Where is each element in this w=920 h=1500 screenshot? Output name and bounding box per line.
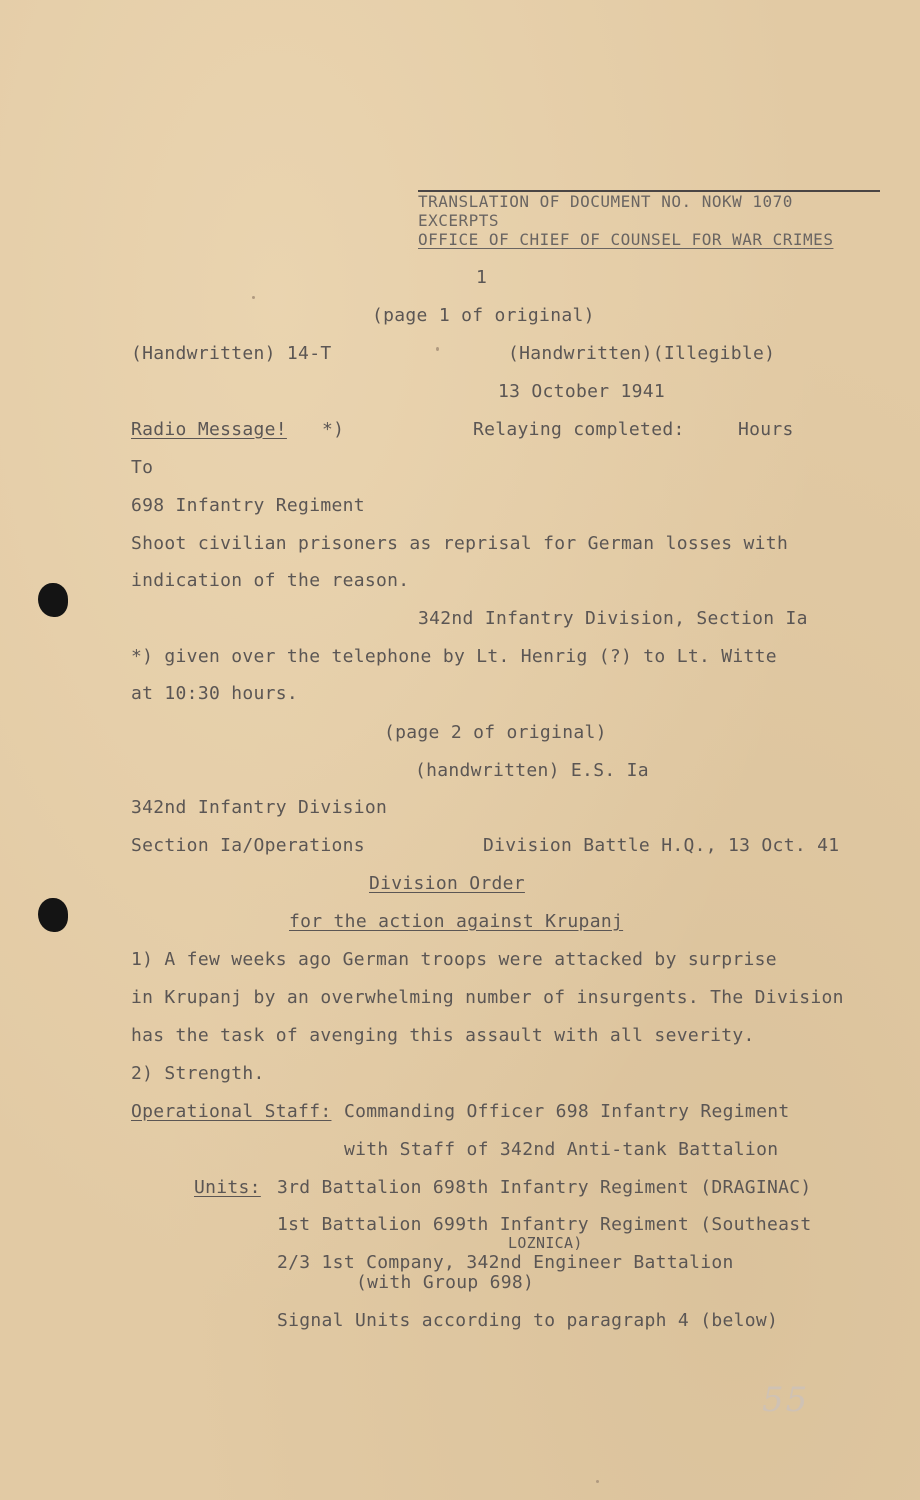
hours-label: Hours — [738, 419, 794, 440]
section-name: Section Ia/Operations — [131, 835, 365, 856]
signature-line: 342nd Infantry Division, Section Ia — [418, 608, 808, 629]
operational-staff-label: Operational Staff: — [131, 1101, 332, 1122]
paragraph2-heading — [131, 1064, 265, 1084]
header-translation-line: TRANSLATION OF DOCUMENT NO. NOKW 1070 — [418, 192, 793, 211]
radio-message-footnote-marker: *) — [322, 419, 345, 440]
page1-marker: (page 1 of original) — [372, 305, 595, 326]
unit-2-line2: LOZNICA) — [508, 1234, 583, 1252]
paper-speck — [596, 1480, 599, 1483]
order-text-line2: indication of the reason. — [131, 570, 410, 591]
unit-2-line1: 1st Battalion 699th Infantry Regiment (Southeast — [277, 1214, 812, 1235]
order-text-line1: Shoot civilian prisoners as reprisal for German losses with — [131, 533, 789, 554]
paragraph1-line2: in Krupanj by an overwhelming number of insurgents. The Division — [131, 987, 844, 1008]
unit-3-line2: (with Group 698) — [356, 1272, 535, 1293]
header-excerpts-line: EXCERPTS — [418, 211, 500, 230]
operational-staff-line2: with Staff of 342nd Anti-tank Battalion — [344, 1139, 779, 1160]
signal-units-line: Signal Units according to paragraph 4 (below) — [277, 1310, 779, 1331]
paper-speck — [252, 296, 255, 299]
order-subtitle: for the action against Krupanj — [289, 911, 624, 932]
division-name: 342nd Infantry Division — [131, 797, 388, 818]
handwritten-page-number: 55 — [762, 1380, 810, 1420]
paragraph1-line1: 1) A few weeks ago German troops were attacked by surprise — [131, 949, 777, 970]
unit-1: 3rd Battalion 698th Infantry Regiment (DRAGINAC) — [277, 1177, 812, 1198]
battle-hq-date: Division Battle H.Q., 13 Oct. 41 — [483, 835, 840, 856]
page2-marker: (page 2 of original) — [384, 722, 607, 743]
relaying-completed: Relaying completed: — [473, 419, 685, 440]
to-label: To — [131, 457, 154, 478]
header-office-line: OFFICE OF CHIEF OF COUNSEL FOR WAR CRIMES — [418, 230, 834, 249]
paper-speck — [436, 347, 439, 351]
punch-hole-top — [38, 583, 68, 617]
punch-hole-bottom — [38, 898, 68, 932]
handwritten-es-note: (handwritten) E.S. Ia — [415, 760, 649, 781]
handwritten-left-note: (Handwritten) 14-T — [131, 343, 332, 364]
message-date: 13 October 1941 — [498, 381, 666, 402]
order-title: Division Order — [369, 873, 525, 894]
radio-message-label: Radio Message! — [131, 419, 287, 440]
paragraph1-line3: has the task of avenging this assault with all severity. — [131, 1025, 755, 1046]
page-number: 1 — [476, 267, 488, 288]
footnote-line2: at 10:30 hours. — [131, 683, 299, 704]
footnote-line1: *) given over the telephone by Lt. Henrig (?) to Lt. Witte — [131, 646, 777, 667]
handwritten-right-note: (Handwritten)(Illegible) — [508, 343, 776, 364]
paragraph2-heading-text: 2) Strength. — [131, 1063, 265, 1084]
unit-3-line1: 2/3 1st Company, 342nd Engineer Battalion — [277, 1252, 734, 1273]
recipient: 698 Infantry Regiment — [131, 495, 365, 516]
units-label: Units: — [194, 1177, 261, 1198]
operational-staff-line1: Commanding Officer 698 Infantry Regiment — [344, 1101, 790, 1122]
